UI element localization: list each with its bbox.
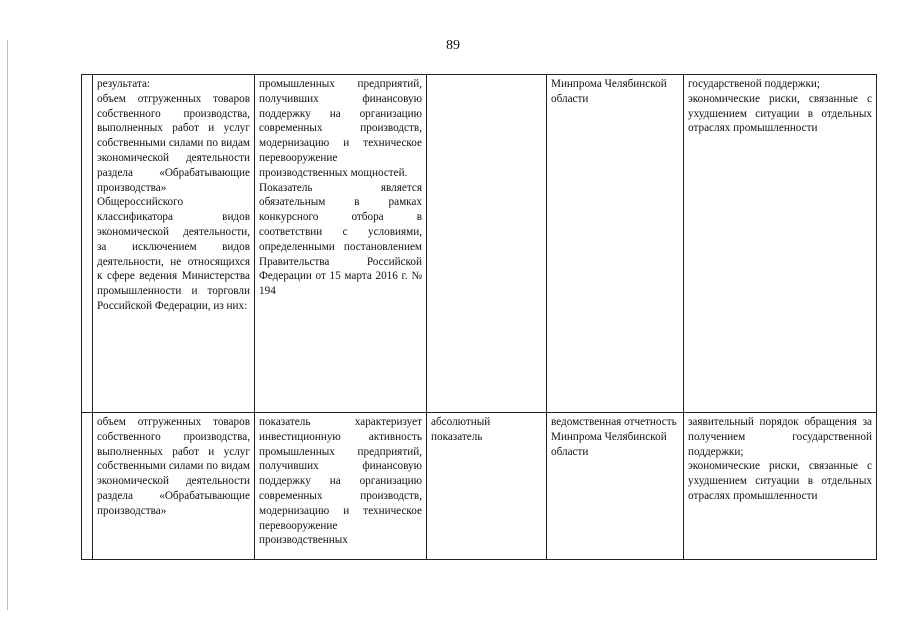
table-cell-type (427, 75, 547, 413)
table-cell-source: Минпрома Челябинской области (547, 75, 684, 413)
table-cell-indicator: объем отгруженных товаров собственного производства, выполненных работ и услуг собственными силами по видам экономической деятельности раздела «Обрабатывающие производства» (93, 413, 255, 560)
page-number: 89 (446, 38, 460, 53)
table-cell-risks: заявительный порядок обращения за получением государственной поддержки; экономические риски, связанные с ухудшением ситуации в отдельных отраслях промышленности (684, 413, 877, 560)
table-cell-description: промышленных предприятий, получивших финансовую поддержку на организацию современных производств, модернизацию и техническое перевооружение производственных мощностей. Показатель является обязательным в рамках конкурсного отбора в соответствии с условиями, определенными постановлением Правительства Российской Федерации от 15 марта 2016 г. № 194 (255, 75, 427, 413)
table-cell-index (82, 75, 93, 413)
table-row (82, 75, 877, 413)
table-row (82, 413, 877, 560)
indicator-table (81, 74, 877, 560)
table-cell-index (82, 413, 93, 560)
table-cell-source: ведомственная отчетность Минпрома Челябинской области (547, 413, 684, 560)
scan-edge-line (7, 40, 8, 610)
table-cell-type: абсолютный показатель (427, 413, 547, 560)
table-cell-indicator: результата: объем отгруженных товаров собственного производства, выполненных работ и услуг собственными силами по видам экономической деятельности раздела «Обрабатывающие производства» Общероссийского классификатора видов экономической деятельности, за исключением видов деятельности, не относящихся к сфере ведения Министерства промышленности и торговли Российской Федерации, из них: (93, 75, 255, 413)
table-cell-description: показатель характеризует инвестиционную активность промышленных предприятий, получивших финансовую поддержку на организацию современных производств, модернизацию и техническое перевооружение производственных (255, 413, 427, 560)
table-cell-risks: государственой поддержки; экономические риски, связанные с ухудшением ситуации в отдельных отраслях промышленности (684, 75, 877, 413)
